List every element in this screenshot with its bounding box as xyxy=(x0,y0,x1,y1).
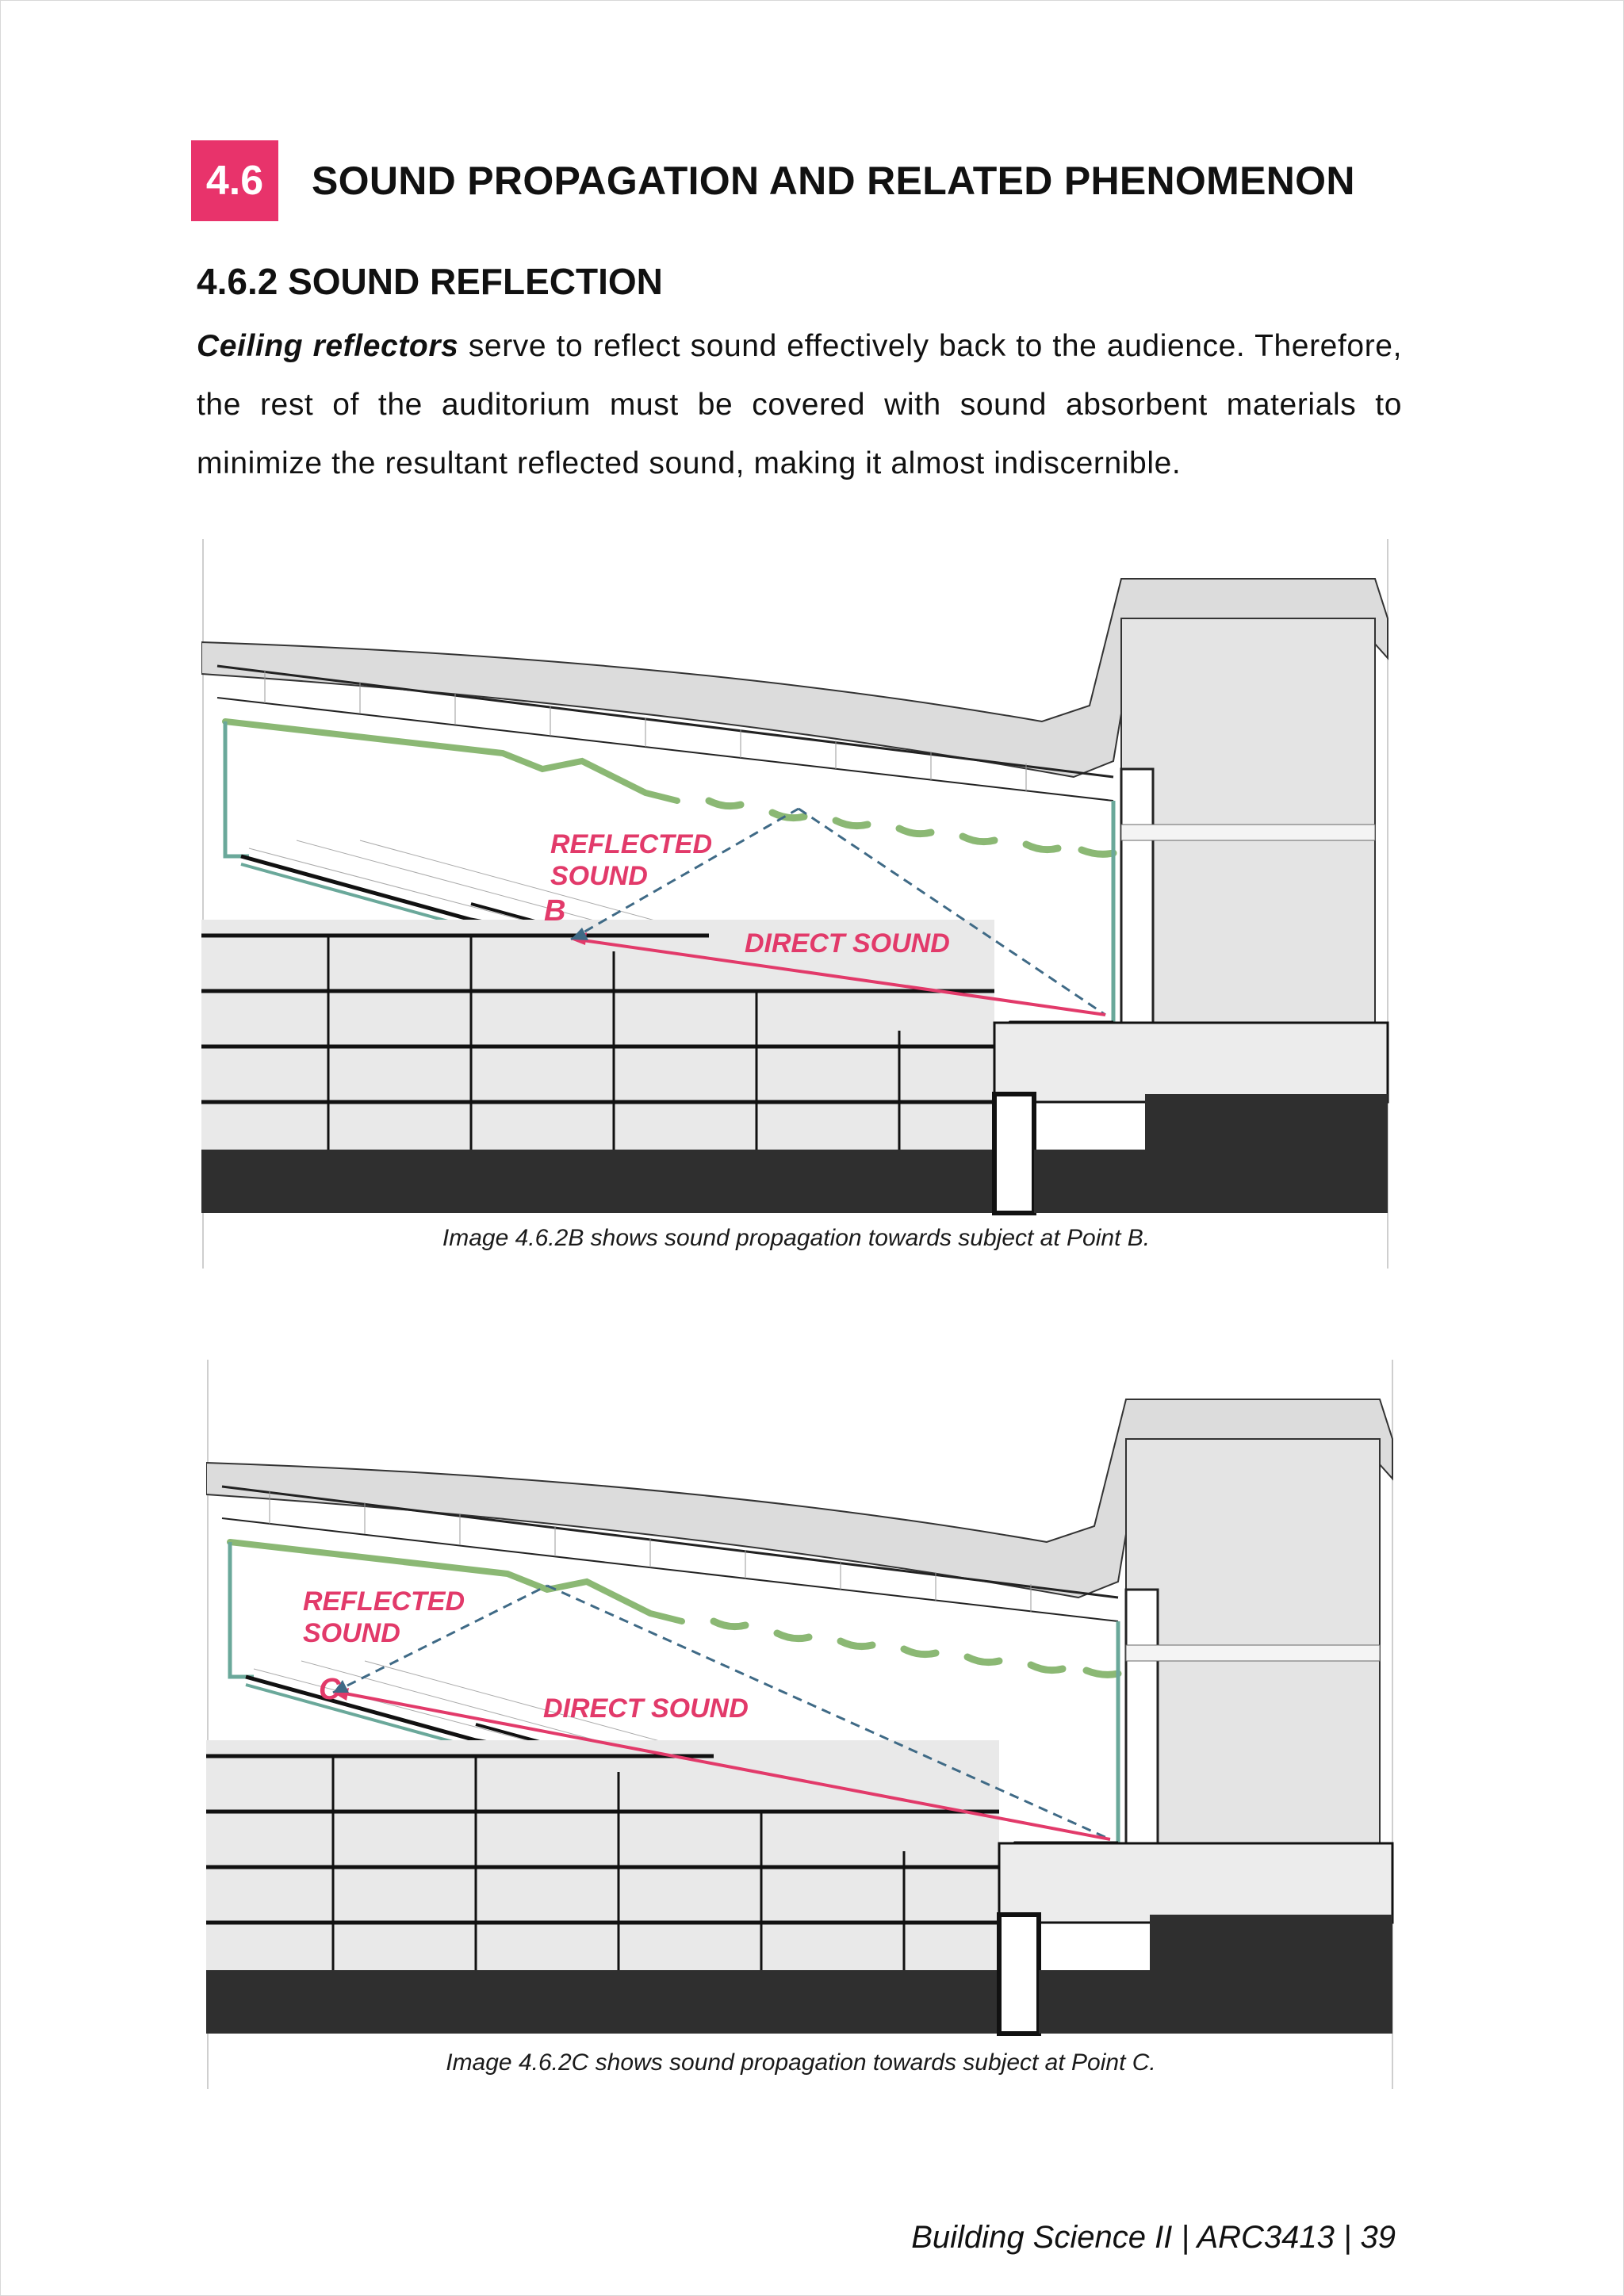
section-number-badge: 4.6 xyxy=(191,140,278,221)
point-label: B xyxy=(544,894,566,928)
section-header xyxy=(191,140,1355,221)
section-drawing-b xyxy=(201,539,1391,1269)
direct-sound-label: DIRECT SOUND xyxy=(745,928,950,959)
point-label: C xyxy=(319,1673,341,1706)
auditorium-section-drawing xyxy=(201,539,1391,1269)
body-paragraph xyxy=(197,317,1402,493)
body-text: serve to reflect sound effectively back to the audience. Therefore, the rest of the auditorium must be covered with sound absorbent materials to minimize the resultant reflected sound, making it almost indiscernible. xyxy=(197,329,1403,480)
direct-sound-label: DIRECT SOUND xyxy=(543,1693,749,1724)
section-drawing-c xyxy=(206,1360,1396,2089)
body-emphasis: Ceiling reflectors xyxy=(197,329,459,363)
figure-caption: Image 4.6.2B shows sound propagation towards subject at Point B. xyxy=(442,1225,1151,1251)
figure-caption: Image 4.6.2C shows sound propagation towards subject at Point C. xyxy=(446,2049,1156,2076)
subsection-title: 4.6.2 SOUND REFLECTION xyxy=(197,261,663,302)
reflected-sound-label: REFLECTED SOUND xyxy=(550,829,712,891)
reflected-sound-label: REFLECTED SOUND xyxy=(303,1586,465,1648)
page-footer: Building Science II | ARC3413 | 39 xyxy=(911,2220,1396,2255)
auditorium-section-drawing xyxy=(206,1360,1396,2089)
section-title: SOUND PROPAGATION AND RELATED PHENOMENON xyxy=(312,159,1355,203)
